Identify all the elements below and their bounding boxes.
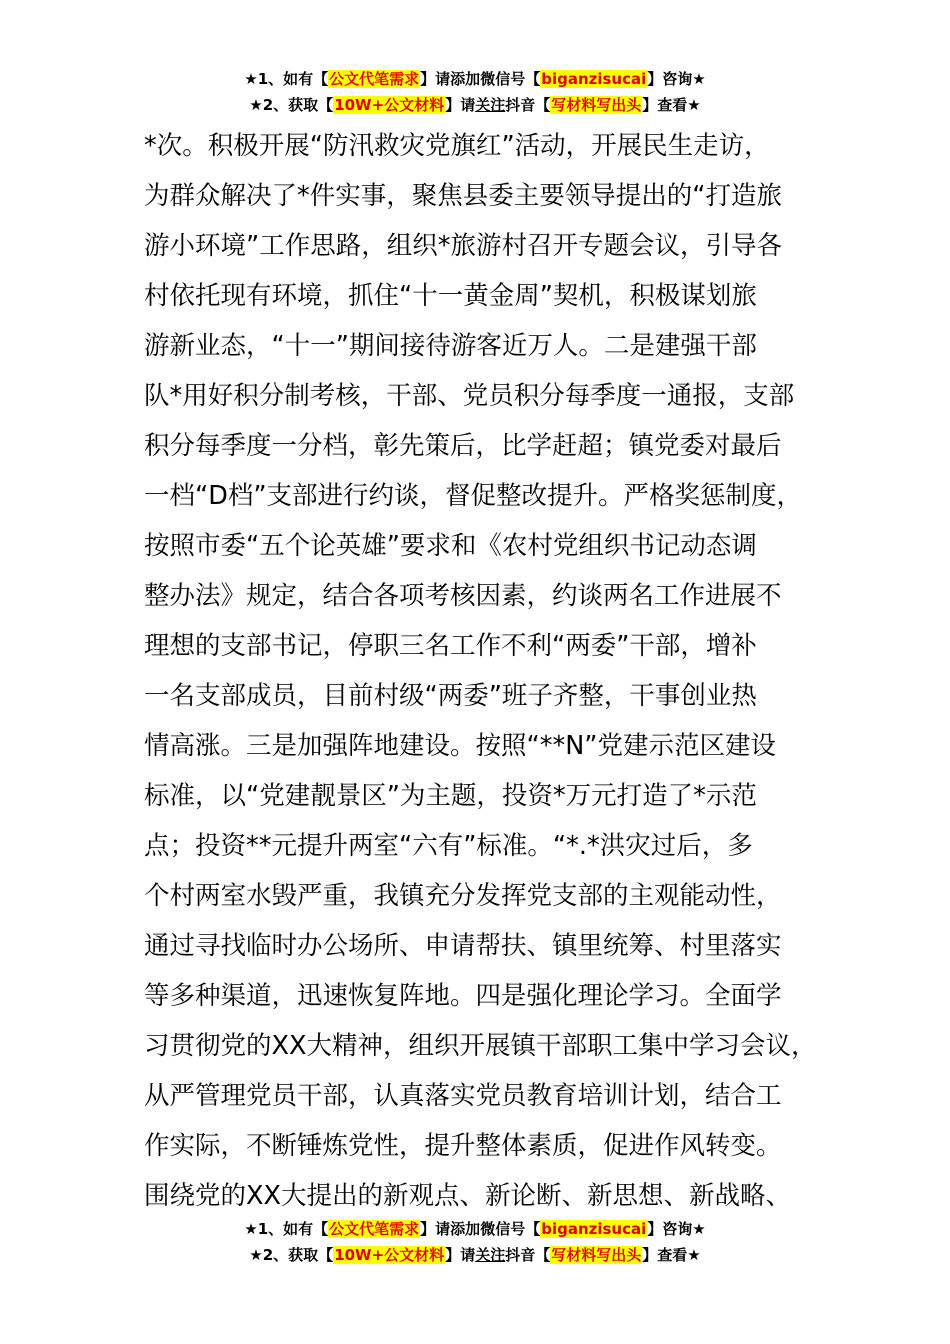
banner-line-2 bbox=[0, 1242, 950, 1268]
body-line: 围绕党的XX大提出的新观点、新论断、新思想、新战略、 bbox=[144, 1181, 791, 1211]
banner-text-underlined: 关注 bbox=[475, 96, 506, 114]
body-line: 积分每季度一分档，彰先策后，比学赶超；镇党委对最后 bbox=[144, 431, 782, 461]
body-line: 为群众解决了*件实事，聚焦县委主要领导提出的“打造旅 bbox=[144, 181, 782, 211]
highlight-wechat-id: biganzisucai bbox=[541, 1220, 647, 1238]
banner-line-2 bbox=[0, 92, 950, 118]
body-line: 一档“D档”支部进行约谈，督促整改提升。严格奖惩制度， bbox=[144, 481, 803, 511]
body-line: 标准，以“党建靓景区”为主题，投资*万元打造了*示范 bbox=[144, 781, 757, 811]
body-line: 一名支部成员，目前村级“两委”班子齐整，干事创业热 bbox=[144, 681, 757, 711]
body-line: 通过寻找临时办公场所、申请帮扶、镇里统筹、村里落实 bbox=[144, 931, 782, 961]
body-line: 作实际，不断锤炼党性，提升整体素质，促进作风转变。 bbox=[144, 1131, 782, 1161]
body-line: 等多种渠道，迅速恢复阵地。四是强化理论学习。全面学 bbox=[144, 981, 782, 1011]
body-line: 整办法》规定，结合各项考核因素，约谈两名工作进展不 bbox=[144, 581, 782, 611]
body-line: 从严管理党员干部，认真落实党员教育培训计划，结合工 bbox=[144, 1081, 782, 1111]
highlight-service: 公文代笔需求 bbox=[329, 1220, 420, 1238]
banner-text: 】咨询★ bbox=[647, 70, 706, 88]
highlight-service: 公文代笔需求 bbox=[329, 70, 420, 88]
banner-text: ★1、如有【 bbox=[244, 1220, 329, 1238]
body-line: 点；投资**元提升两室“六有”标准。“*.*洪灾过后，多 bbox=[144, 831, 753, 861]
highlight-materials: 10W+公文材料 bbox=[334, 96, 445, 114]
banner-text: 微信号【 bbox=[480, 70, 541, 88]
banner-text: 抖音【 bbox=[505, 96, 551, 114]
footer-banner bbox=[0, 1216, 950, 1268]
body-line: 游新业态，“十一”期间接待游客近万人。二是建强干部 bbox=[144, 331, 757, 361]
banner-text: 】请添加 bbox=[420, 70, 481, 88]
banner-text: ★2、获取【 bbox=[249, 1246, 334, 1264]
banner-text: 】请添加 bbox=[420, 1220, 481, 1238]
body-line: *次。积极开展“防汛救灾党旗红”活动，开展民生走访， bbox=[144, 131, 770, 161]
banner-line-1 bbox=[0, 66, 950, 92]
body-line: 游小环境”工作思路，组织*旅游村召开专题会议，引导各 bbox=[144, 231, 782, 261]
banner-text: ★1、如有【 bbox=[244, 70, 329, 88]
body-line: 个村两室水毁严重，我镇充分发挥党支部的主观能动性， bbox=[144, 881, 782, 911]
body-line: 习贯彻党的XX大精神，组织开展镇干部职工集中学习会议， bbox=[144, 1031, 817, 1061]
document-body bbox=[144, 121, 834, 1221]
banner-text: 】查看★ bbox=[642, 1246, 701, 1264]
banner-text: 抖音【 bbox=[505, 1246, 551, 1264]
banner-text: 】查看★ bbox=[642, 96, 701, 114]
body-line: 村依托现有环境，抓住“十一黄金周”契机，积极谋划旅 bbox=[144, 281, 757, 311]
body-line: 情高涨。三是加强阵地建设。按照“**N”党建示范区建设 bbox=[144, 731, 776, 761]
banner-text: 】请 bbox=[445, 1246, 476, 1264]
highlight-douyin: 写材料写出头 bbox=[551, 1246, 642, 1264]
banner-text-underlined: 关注 bbox=[475, 1246, 506, 1264]
body-line: 理想的支部书记，停职三名工作不利“两委”干部，增补 bbox=[144, 631, 757, 661]
banner-text: 】请 bbox=[445, 96, 476, 114]
highlight-douyin: 写材料写出头 bbox=[551, 96, 642, 114]
banner-text: 微信号【 bbox=[480, 1220, 541, 1238]
highlight-wechat-id: biganzisucai bbox=[541, 70, 647, 88]
highlight-materials: 10W+公文材料 bbox=[334, 1246, 445, 1264]
banner-text: ★2、获取【 bbox=[249, 96, 334, 114]
banner-text: 】咨询★ bbox=[647, 1220, 706, 1238]
header-banner bbox=[0, 66, 950, 118]
body-line: 按照市委“五个论英雄”要求和《农村党组织书记动态调 bbox=[144, 531, 757, 561]
banner-line-1 bbox=[0, 1216, 950, 1242]
body-line: 队*用好积分制考核，干部、党员积分每季度一通报，支部 bbox=[144, 381, 795, 411]
